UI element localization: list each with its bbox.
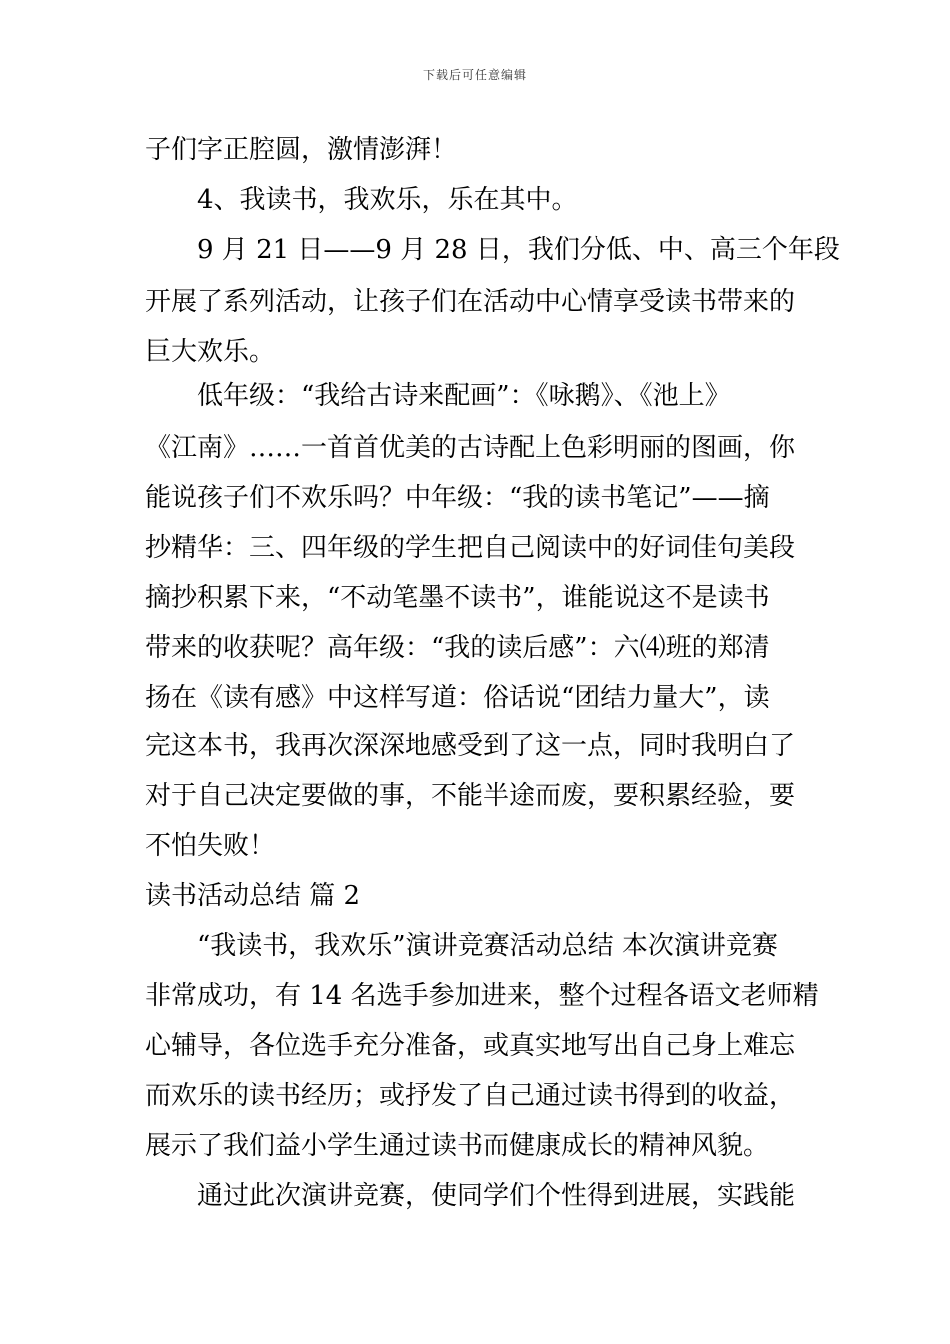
- text-line: 开展了系列活动，让孩子们在活动中心情享受读书带来的: [145, 287, 796, 317]
- text-line: 《江南》……一首首优美的古诗配上色彩明丽的图画，你: [145, 433, 796, 463]
- text-line: 低年级：“我给古诗来配画”：《咏鹅》、《池上》: [197, 381, 731, 411]
- text-line: 而欢乐的读书经历；或抒发了自己通过读书得到的收益，: [145, 1081, 796, 1111]
- text-line: 带来的收获呢？高年级：“我的读后感”：六⑷班的郑清: [145, 633, 770, 663]
- text-line: 9 月 21 日——9 月 28 日，我们分低、中、高三个年段: [197, 235, 840, 265]
- text-line: 4、我读书，我欢乐，乐在其中。: [197, 185, 578, 215]
- text-line: 非常成功，有 14 名选手参加进来，整个过程各语文老师精: [145, 981, 819, 1011]
- text-line: 不怕失败！: [145, 831, 276, 861]
- text-line: 通过此次演讲竞赛，使同学们个性得到进展，实践能: [197, 1181, 796, 1211]
- section-heading: 读书活动总结 篇 2: [145, 881, 361, 911]
- text-line: 能说孩子们不欢乐吗？中年级：“我的读书笔记”——摘: [145, 483, 770, 513]
- text-line: 巨大欢乐。: [145, 337, 276, 367]
- text-line: 展示了我们益小学生通过读书而健康成长的精神风貌。: [145, 1131, 770, 1161]
- text-line: 子们字正腔圆，激情澎湃！: [145, 135, 458, 165]
- text-line: “我读书，我欢乐”演讲竞赛活动总结 本次演讲竞赛: [197, 931, 778, 961]
- page-header-note: 下载后可任意编辑: [422, 68, 527, 82]
- text-line: 对于自己决定要做的事，不能半途而废，要积累经验，要: [145, 781, 796, 811]
- text-line: 摘抄积累下来，“不动笔墨不读书”，谁能说这不是读书: [145, 583, 770, 613]
- text-line: 完这本书，我再次深深地感受到了这一点，同时我明白了: [145, 731, 796, 761]
- text-line: 抄精华：三、四年级的学生把自己阅读中的好词佳句美段: [145, 533, 796, 563]
- text-line: 扬在《读有感》中这样写道：俗话说“团结力量大”，读: [145, 683, 770, 713]
- text-line: 心辅导，各位选手充分准备，或真实地写出自己身上难忘: [145, 1031, 796, 1061]
